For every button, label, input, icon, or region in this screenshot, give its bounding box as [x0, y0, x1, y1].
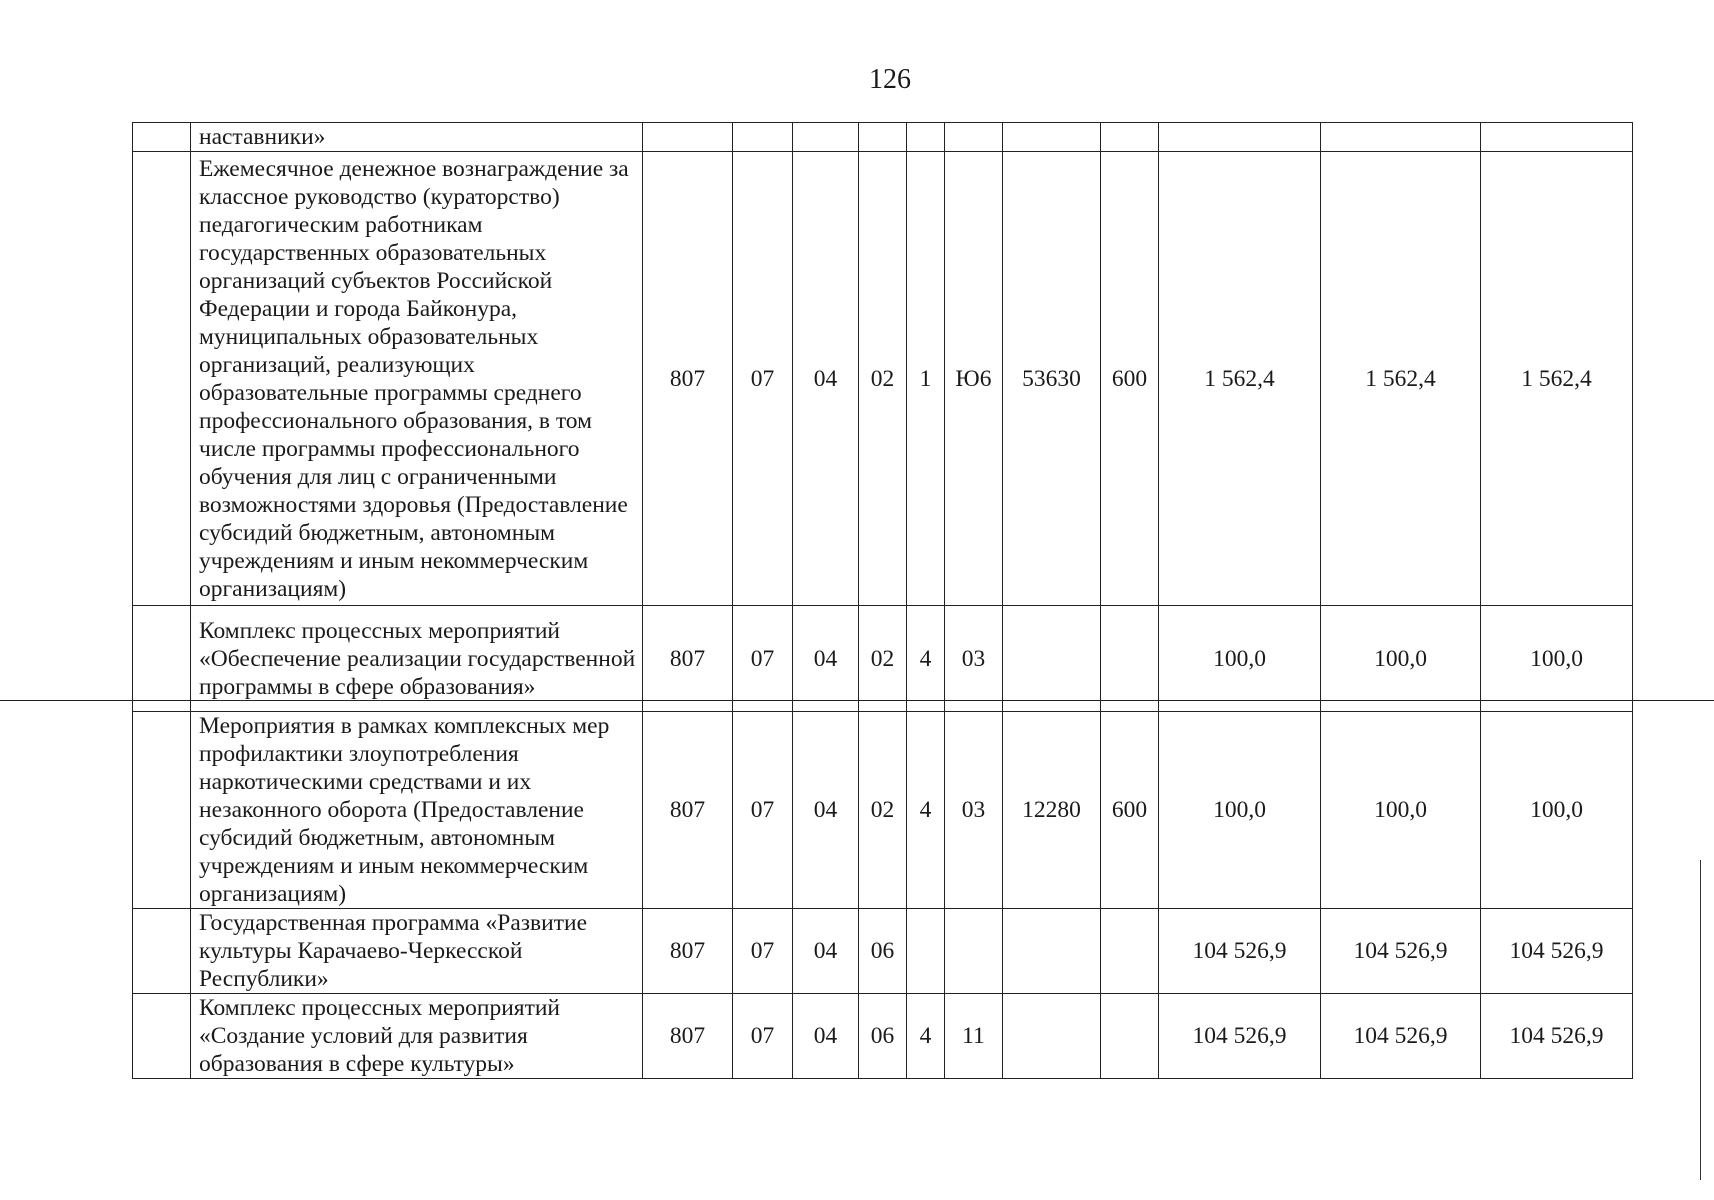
- row-number-cell: [133, 994, 191, 1079]
- row-number-cell: [133, 123, 191, 152]
- type-cell: [907, 909, 945, 994]
- sum-1-cell: 100,0: [1159, 712, 1321, 909]
- program-cell: 06: [859, 994, 907, 1079]
- sum-2-cell: 1 562,4: [1321, 152, 1481, 606]
- sum-3-cell: 1 562,4: [1481, 152, 1633, 606]
- sum-1-cell: 104 526,9: [1159, 909, 1321, 994]
- table-row: [133, 909, 1633, 994]
- table-row: [133, 606, 1633, 712]
- page-number: 126: [869, 64, 911, 95]
- vr-cell: [1101, 123, 1159, 152]
- expense-cell: [1003, 994, 1101, 1079]
- direction-cell: [945, 123, 1003, 152]
- item-name-cell: Ежемесячное денежное вознаграждение за классное руководство (кураторство) педагогическим работникам государственных образовательных организаций субъектов Российской Федерации и города Байконура, муниципальных образовательных организаций, реализующих образовательные программы среднего профессионального образования, в том числе программы профессионального обучения для лиц с ограниченными возможностями здоровья (Предоставление субсидий бюджетным, автономным учреждениям и иным некоммерческим организациям): [191, 152, 643, 606]
- ministry-cell: 807: [643, 152, 733, 606]
- vr-cell: [1101, 994, 1159, 1079]
- item-name-cell: Мероприятия в рамках комплексных мер профилактики злоупотребления наркотическими средствами и их незаконного оборота (Предоставление субсидий бюджетным, автономным учреждениям и иным некоммерческим организациям): [191, 712, 643, 909]
- vr-cell: [1101, 606, 1159, 712]
- section-cell: 07: [733, 606, 793, 712]
- budget-table: [132, 122, 1633, 1079]
- sum-3-cell: 100,0: [1481, 606, 1633, 712]
- type-cell: [907, 123, 945, 152]
- direction-cell: [945, 909, 1003, 994]
- subsection-cell: 04: [793, 909, 859, 994]
- ministry-cell: 807: [643, 712, 733, 909]
- sum-2-cell: 104 526,9: [1321, 994, 1481, 1079]
- vr-cell: 600: [1101, 152, 1159, 606]
- section-cell: 07: [733, 994, 793, 1079]
- direction-cell: 03: [945, 712, 1003, 909]
- sum-1-cell: [1159, 123, 1321, 152]
- expense-cell: [1003, 909, 1101, 994]
- table-body: [133, 123, 1633, 1079]
- subsection-cell: 04: [793, 606, 859, 712]
- ministry-cell: [643, 123, 733, 152]
- sum-1-cell: 1 562,4: [1159, 152, 1321, 606]
- item-name-cell: Комплекс процессных мероприятий «Создание условий для развития образования в сфере культуры»: [191, 994, 643, 1079]
- subsection-cell: [793, 123, 859, 152]
- item-name-cell: Государственная программа «Развитие культуры Карачаево-Черкесской Республики»: [191, 909, 643, 994]
- sum-3-cell: 104 526,9: [1481, 994, 1633, 1079]
- sum-3-cell: [1481, 123, 1633, 152]
- expense-cell: [1003, 123, 1101, 152]
- expense-cell: 12280: [1003, 712, 1101, 909]
- sum-3-cell: 100,0: [1481, 712, 1633, 909]
- table-row: [133, 152, 1633, 606]
- sum-2-cell: 104 526,9: [1321, 909, 1481, 994]
- program-cell: 02: [859, 606, 907, 712]
- type-cell: 4: [907, 712, 945, 909]
- vr-cell: [1101, 909, 1159, 994]
- row-number-cell: [133, 606, 191, 712]
- scan-line: [0, 700, 1714, 701]
- ministry-cell: 807: [643, 606, 733, 712]
- direction-cell: Ю6: [945, 152, 1003, 606]
- sum-2-cell: 100,0: [1321, 712, 1481, 909]
- item-name-cell: Комплекс процессных мероприятий «Обеспечение реализации государственной программы в сфере образования»: [191, 606, 643, 712]
- expense-cell: [1003, 606, 1101, 712]
- item-name-cell: наставники»: [191, 123, 643, 152]
- type-cell: 4: [907, 606, 945, 712]
- direction-cell: 03: [945, 606, 1003, 712]
- row-number-cell: [133, 909, 191, 994]
- row-number-cell: [133, 152, 191, 606]
- section-cell: [733, 123, 793, 152]
- program-cell: [859, 123, 907, 152]
- vr-cell: 600: [1101, 712, 1159, 909]
- expense-cell: 53630: [1003, 152, 1101, 606]
- subsection-cell: 04: [793, 712, 859, 909]
- program-cell: 02: [859, 712, 907, 909]
- ministry-cell: 807: [643, 994, 733, 1079]
- program-cell: 02: [859, 152, 907, 606]
- sum-3-cell: 104 526,9: [1481, 909, 1633, 994]
- ministry-cell: 807: [643, 909, 733, 994]
- sum-1-cell: 100,0: [1159, 606, 1321, 712]
- sum-2-cell: 100,0: [1321, 606, 1481, 712]
- table-row: [133, 123, 1633, 152]
- table-row: [133, 712, 1633, 909]
- sum-1-cell: 104 526,9: [1159, 994, 1321, 1079]
- section-cell: 07: [733, 712, 793, 909]
- row-number-cell: [133, 712, 191, 909]
- type-cell: 4: [907, 994, 945, 1079]
- sum-2-cell: [1321, 123, 1481, 152]
- scan-mark: [1700, 860, 1701, 1180]
- subsection-cell: 04: [793, 994, 859, 1079]
- table-row: [133, 994, 1633, 1079]
- section-cell: 07: [733, 909, 793, 994]
- section-cell: 07: [733, 152, 793, 606]
- type-cell: 1: [907, 152, 945, 606]
- subsection-cell: 04: [793, 152, 859, 606]
- direction-cell: 11: [945, 994, 1003, 1079]
- program-cell: 06: [859, 909, 907, 994]
